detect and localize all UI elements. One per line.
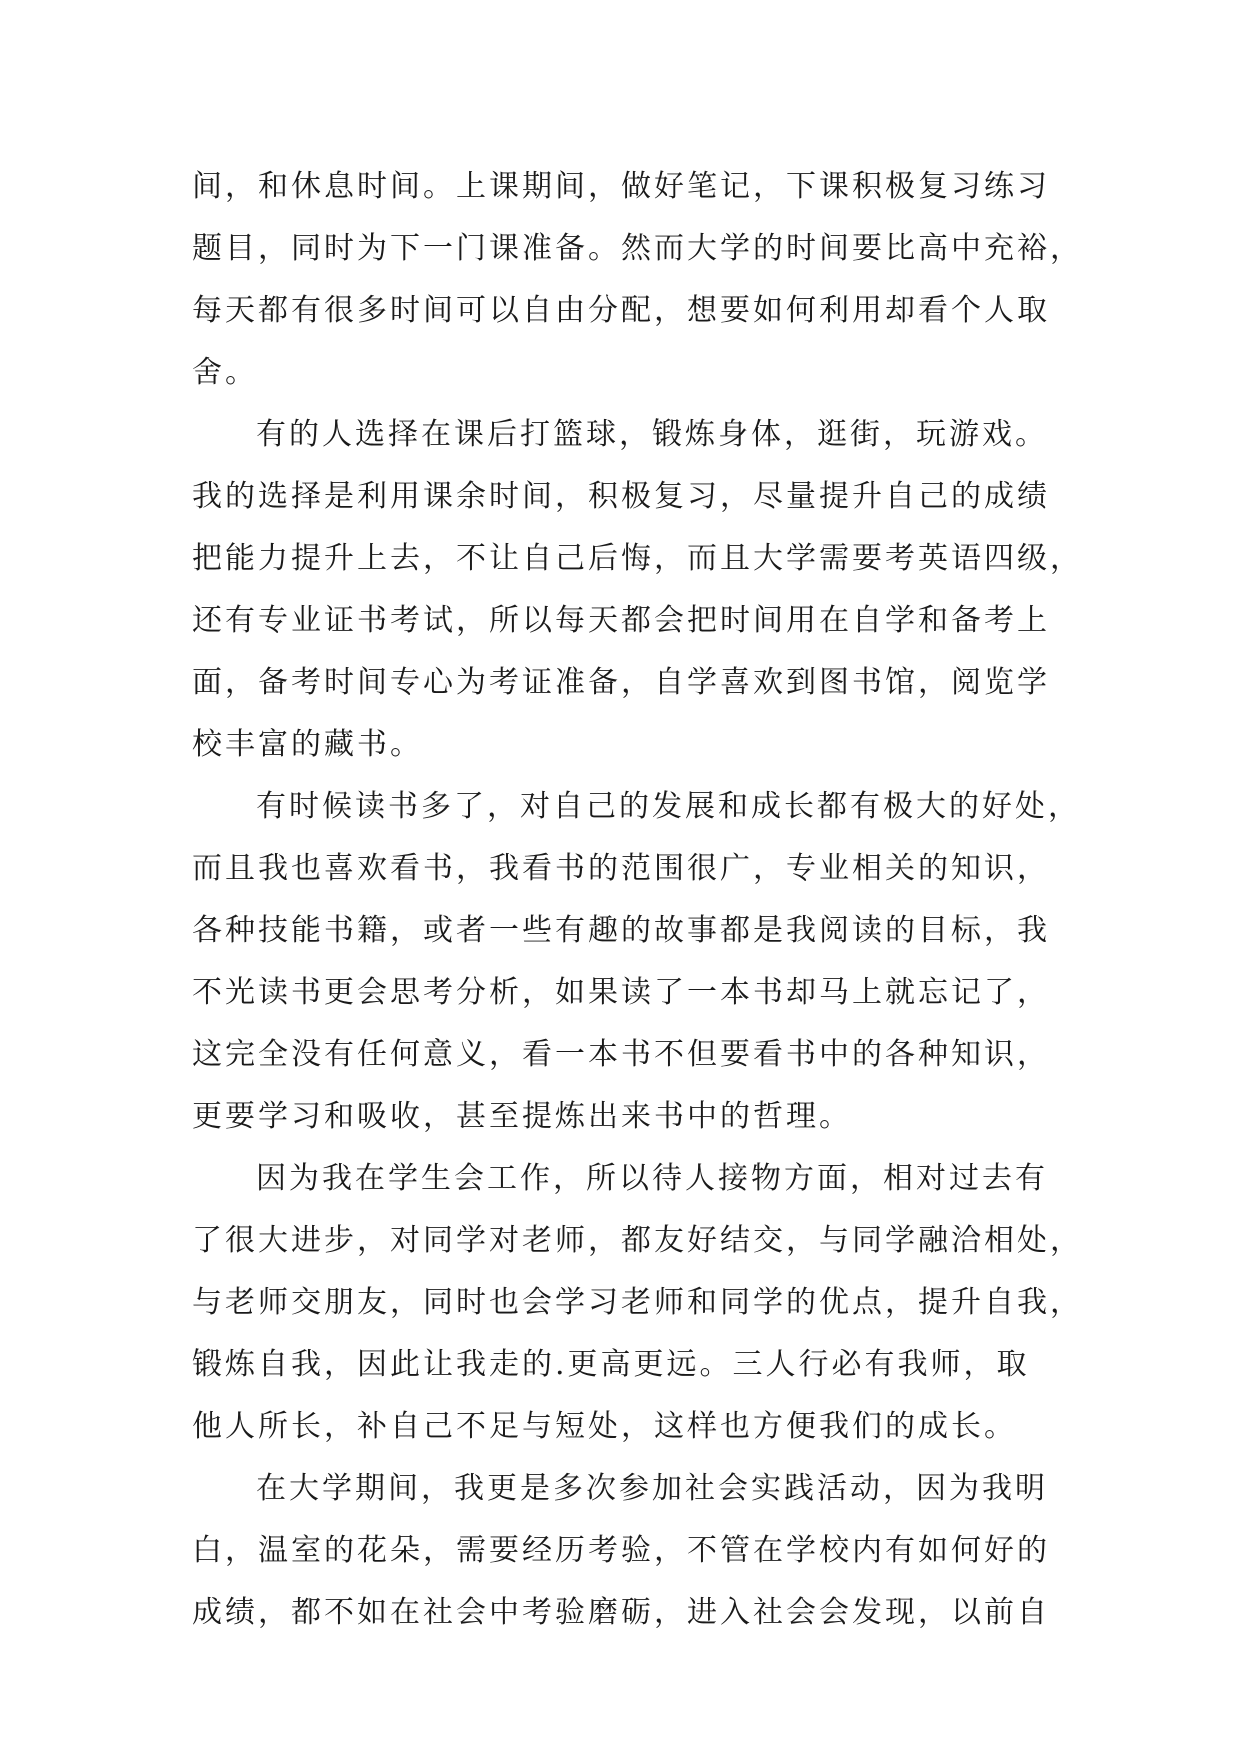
text-line: 还有专业证书考试，所以每天都会把时间用在自学和备考上	[192, 603, 1050, 638]
text-line: 成绩，都不如在社会中考验磨砺，进入社会会发现，以前自	[192, 1595, 1050, 1630]
text-line: 不光读书更会思考分析，如果读了一本书却马上就忘记了，	[192, 975, 1050, 1010]
text-line: 这完全没有任何意义，看一本书不但要看书中的各种知识，	[192, 1037, 1050, 1072]
paragraph-first-line: 在大学期间，我更是多次参加社会实践活动，因为我明	[256, 1471, 1048, 1506]
text-line: 了很大进步，对同学对老师，都友好结交，与同学融洽相处，	[192, 1223, 1083, 1258]
text-line: 与老师交朋友，同时也会学习老师和同学的优点，提升自我，	[192, 1285, 1083, 1320]
text-line: 他人所长，补自己不足与短处，这样也方便我们的成长。	[192, 1409, 1017, 1444]
paragraph-first-line: 因为我在学生会工作，所以待人接物方面，相对过去有	[256, 1161, 1048, 1196]
paragraph-first-line: 有时候读书多了，对自己的发展和成长都有极大的好处，	[256, 789, 1081, 824]
text-line: 而且我也喜欢看书，我看书的范围很广，专业相关的知识，	[192, 851, 1050, 886]
text-line: 间，和休息时间。上课期间，做好笔记，下课积极复习练习	[192, 169, 1050, 204]
text-line: 每天都有很多时间可以自由分配，想要如何利用却看个人取	[192, 293, 1050, 328]
text-line: 面，备考时间专心为考证准备，自学喜欢到图书馆，阅览学	[192, 665, 1050, 700]
text-line: 更要学习和吸收，甚至提炼出来书中的哲理。	[192, 1099, 852, 1134]
text-line: 白，温室的花朵，需要经历考验，不管在学校内有如何好的	[192, 1533, 1050, 1568]
text-line: 校丰富的藏书。	[192, 727, 423, 762]
body-text	[192, 156, 1083, 1644]
text-line: 各种技能书籍，或者一些有趣的故事都是我阅读的目标，我	[192, 913, 1050, 948]
text-line: 题目，同时为下一门课准备。然而大学的时间要比高中充裕，	[192, 231, 1083, 266]
text-line: 我的选择是利用课余时间，积极复习，尽量提升自己的成绩	[192, 479, 1050, 514]
text-line: 把能力提升上去，不让自己后悔，而且大学需要考英语四级，	[192, 541, 1083, 576]
text-line: 锻炼自我，因此让我走的.更高更远。三人行必有我师，取	[192, 1347, 1030, 1382]
paragraph-first-line: 有的人选择在课后打篮球，锻炼身体，逛街，玩游戏。	[256, 417, 1048, 452]
text-line: 舍。	[192, 355, 258, 390]
